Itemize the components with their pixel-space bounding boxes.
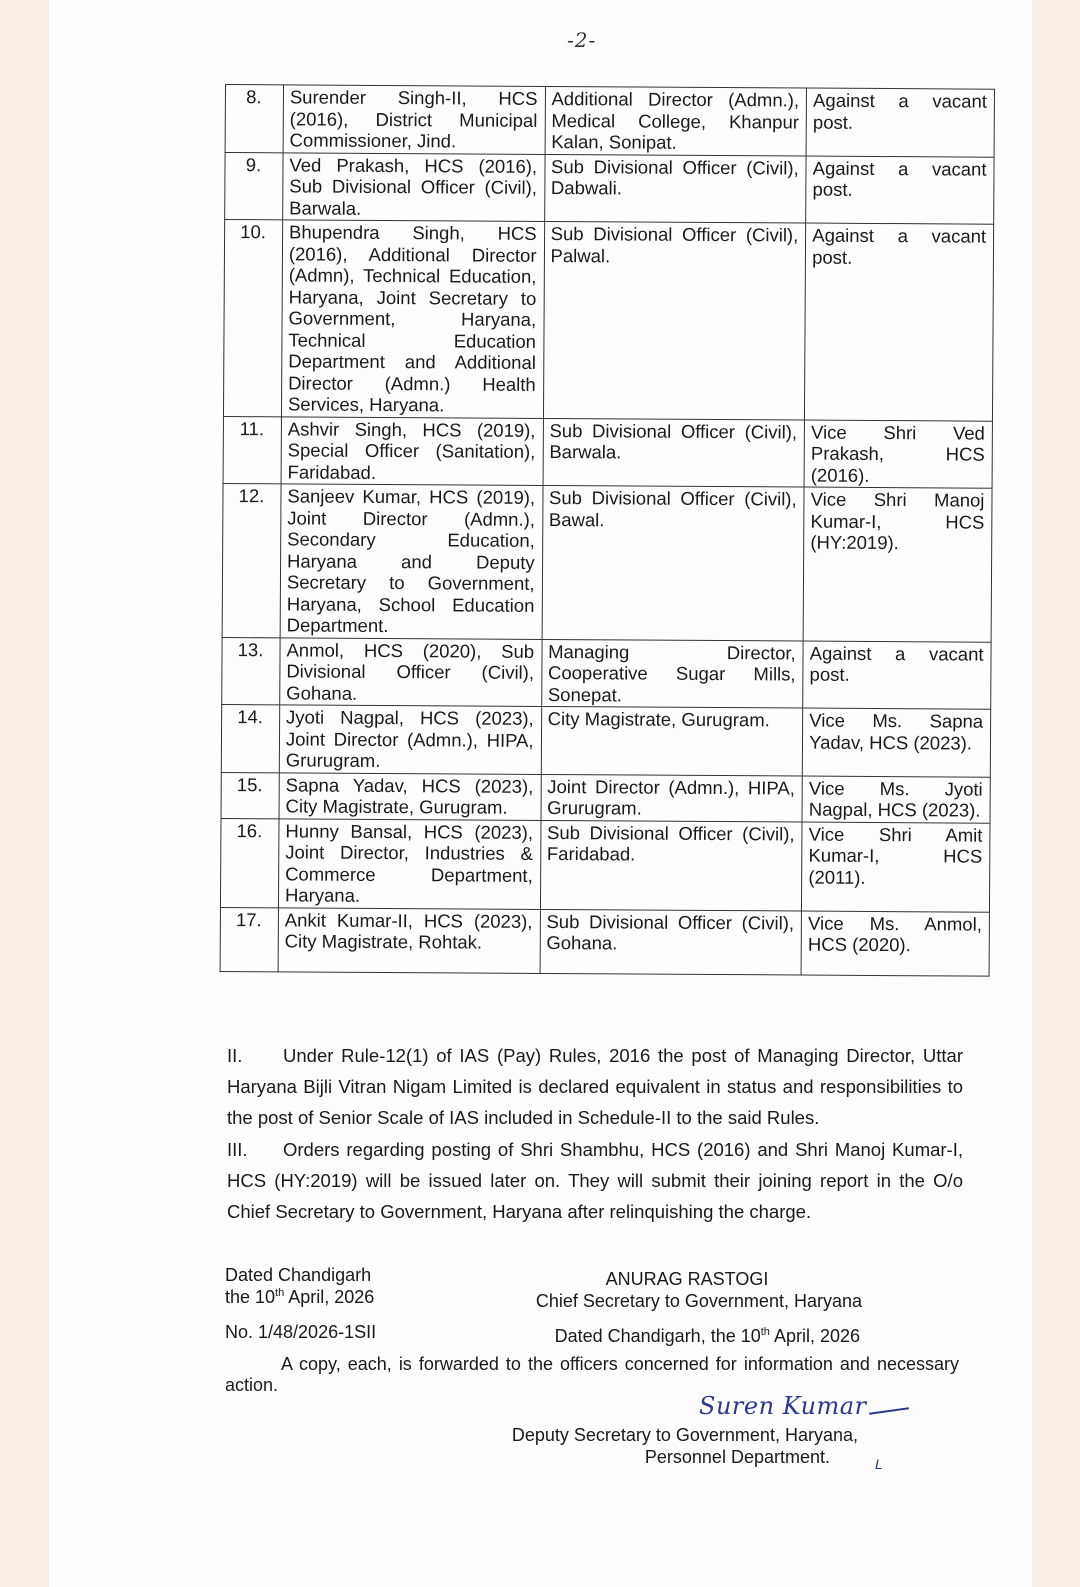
signer-title: Chief Secretary to Government, Haryana	[535, 1291, 862, 1311]
remarks: Against a vacant post.	[806, 156, 994, 225]
remarks: Vice Shri Amit Kumar-I, HCS (2011).	[802, 822, 990, 912]
new-posting: Sub Divisional Officer (Civil), Barwala.	[543, 418, 805, 487]
paragraph-numeral: III.	[227, 1139, 248, 1160]
deputy-secretary-block	[512, 1424, 858, 1468]
endorsement-date: Dated Chandigarh, the 10th April, 2026	[554, 1326, 860, 1346]
serial-number: 16.	[220, 818, 278, 907]
new-posting: Sub Divisional Officer (Civil), Gohana.	[540, 909, 802, 975]
remarks: Vice Shri Ved Prakash, HCS (2016).	[804, 420, 992, 489]
paragraph-text: Orders regarding posting of Shri Shambhu, HCS (2016) and Shri Manoj Kumar-I, HCS (HY:2019) will be issued later on. They will submit their joining report in the O/o Chief Secretary to Government, Haryana after relinquishing the charge.	[227, 1139, 963, 1222]
officer-name-current-post: Anmol, HCS (2020), Sub Divisional Officer (Civil), Gohana.	[280, 637, 542, 706]
serial-number: 13.	[222, 637, 280, 705]
officer-name-current-post: Ashvir Singh, HCS (2019), Special Officer (Sanitation), Faridabad.	[281, 416, 543, 485]
signatory	[512, 1268, 862, 1312]
serial-number: 12.	[222, 483, 281, 637]
remarks: Vice Shri Manoj Kumar-I, HCS (HY:2019).	[803, 487, 992, 642]
officer-name-current-post: Jyoti Nagpal, HCS (2023), Joint Director (Admn.), HIPA, Grurugram.	[279, 705, 541, 774]
serial-number: 17.	[220, 907, 278, 971]
new-posting: Additional Director (Admn.), Medical College, Khanpur Kalan, Sonipat.	[545, 86, 807, 155]
table-row	[225, 85, 994, 157]
paragraph-iii	[227, 1134, 963, 1227]
table-row	[222, 483, 992, 641]
remarks: Vice Ms. Anmol, HCS (2020).	[801, 911, 989, 976]
paragraph-ii	[227, 1040, 963, 1133]
new-posting: Joint Director (Admn.), HIPA, Grurugram.	[541, 774, 803, 822]
table-row	[221, 772, 990, 823]
dated-place: Dated Chandigarh	[225, 1265, 372, 1285]
new-posting: Sub Divisional Officer (Civil), Bawal.	[542, 485, 805, 640]
new-posting: Managing Director, Cooperative Sugar Mills, Sonepat.	[541, 639, 803, 708]
serial-number: 10.	[223, 220, 282, 417]
remarks: Against a vacant post.	[805, 223, 994, 421]
remarks: Vice Ms. Jyoti Nagpal, HCS (2023).	[802, 776, 990, 823]
table-row	[223, 220, 993, 421]
officer-name-current-post: Sapna Yadav, HCS (2023), City Magistrate, Gurugram.	[279, 772, 541, 820]
new-posting: Sub Divisional Officer (Civil), Faridabad.	[540, 820, 802, 911]
deputy-title: Deputy Secretary to Government, Haryana,	[511, 1425, 858, 1445]
serial-number: 11.	[223, 416, 281, 484]
deputy-department: Personnel Department.	[644, 1447, 830, 1467]
officer-name-current-post: Ved Prakash, HCS (2016), Sub Divisional Officer (Civil), Barwala.	[283, 152, 545, 221]
table-row	[221, 704, 990, 776]
serial-number: 15.	[221, 772, 279, 818]
order-date	[225, 1264, 374, 1308]
dated-date: the 10th April, 2026	[225, 1287, 375, 1307]
table-row	[222, 637, 991, 709]
signer-name: ANURAG RASTOGI	[605, 1269, 769, 1289]
remarks: Against a vacant post.	[806, 88, 994, 157]
serial-number: 9.	[225, 152, 283, 220]
initial-mark: L	[875, 1456, 883, 1472]
signature-flourish	[869, 1407, 909, 1415]
serial-number: 14.	[221, 704, 279, 772]
officer-name-current-post: Sanjeev Kumar, HCS (2019), Joint Director (Admn.), Secondary Education, Haryana and Deputy Secretary to Government, Haryana, School Education Department.	[280, 484, 543, 639]
remarks: Against a vacant post.	[803, 641, 991, 710]
remarks: Vice Ms. Sapna Yadav, HCS (2023).	[802, 708, 990, 777]
new-posting: City Magistrate, Gurugram.	[541, 706, 803, 775]
table-row	[223, 416, 992, 488]
new-posting: Sub Divisional Officer (Civil), Dabwali.	[544, 154, 806, 223]
serial-number: 8.	[225, 85, 283, 153]
document-page	[48, 0, 1032, 1587]
officer-name-current-post: Ankit Kumar-II, HCS (2023), City Magistrate, Rohtak.	[278, 907, 540, 973]
reference-number: No. 1/48/2026-1SII	[225, 1322, 377, 1342]
paragraph-numeral: II.	[227, 1045, 243, 1066]
page-number: -2-	[567, 28, 597, 52]
table-row	[220, 818, 990, 912]
table-row	[225, 152, 994, 224]
postings-table	[220, 84, 995, 976]
copy-text: A copy, each, is forwarded to the officers concerned for information and necessary action.	[225, 1354, 959, 1395]
new-posting: Sub Divisional Officer (Civil), Palwal.	[543, 221, 806, 419]
table-row	[220, 907, 989, 976]
paragraph-text: Under Rule-12(1) of IAS (Pay) Rules, 2016 the post of Managing Director, Uttar Haryana Bijli Vitran Nigam Limited is declared equivalent in status and responsibilities to the post of Senior Scale of IAS included in Schedule-II to the said Rules.	[227, 1045, 963, 1128]
officer-name-current-post: Surender Singh-II, HCS (2016), District Municipal Commissioner, Jind.	[283, 85, 545, 154]
officer-name-current-post: Bhupendra Singh, HCS (2016), Additional Director (Admn), Technical Education, Haryana, Joint Secretary to Government, Haryana, Technical Education Department and Additional Director (Admn.) Health Services, Haryana.	[281, 220, 544, 418]
handwritten-signature: Suren Kumar	[699, 1392, 867, 1420]
copy-forwarded-paragraph	[225, 1354, 959, 1396]
officer-name-current-post: Hunny Bansal, HCS (2023), Joint Director, Industries & Commerce Department, Haryana.	[278, 818, 540, 909]
